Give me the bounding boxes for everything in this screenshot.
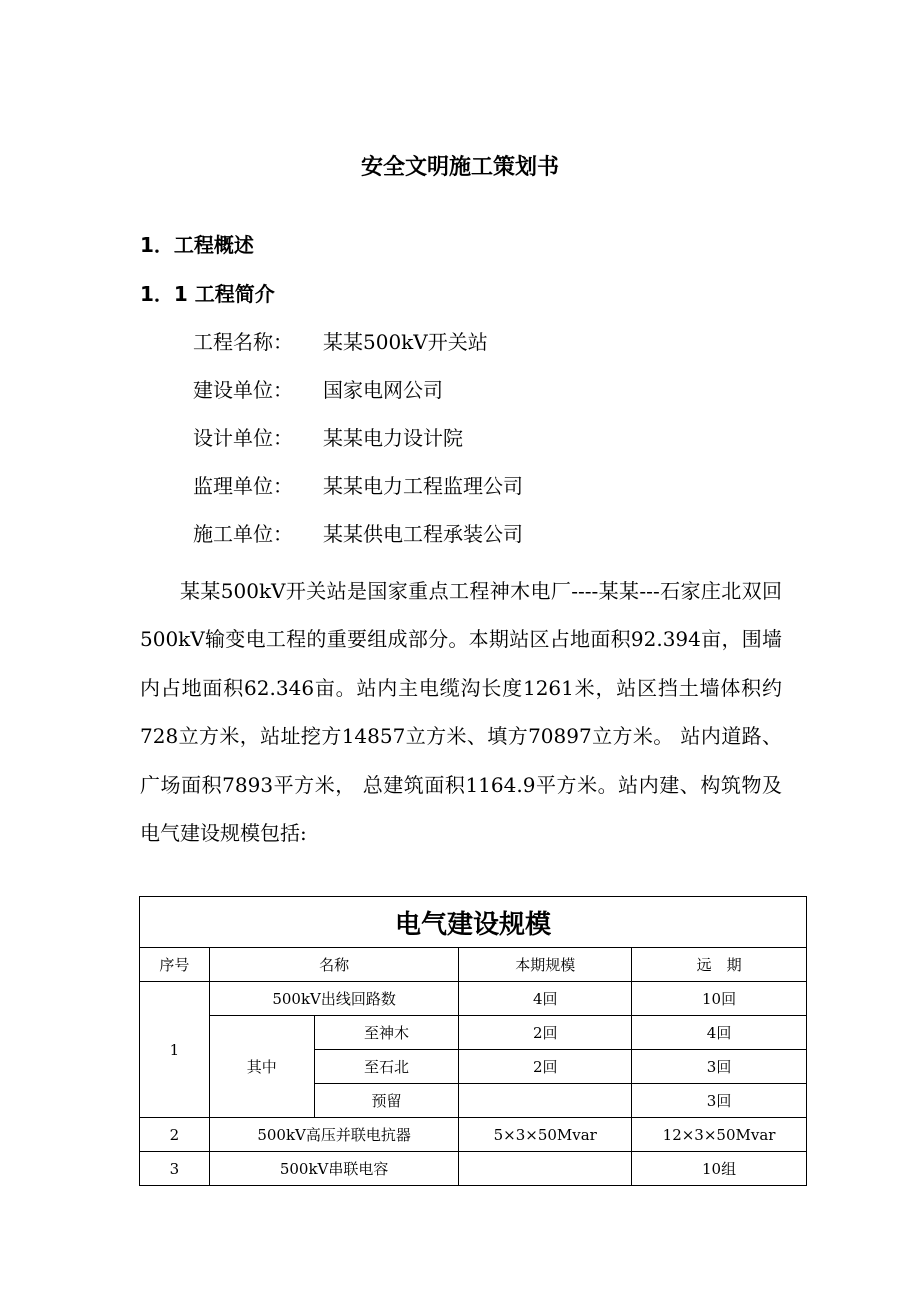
table-caption: 电气建设规模 bbox=[140, 897, 807, 948]
cell-future: 3回 bbox=[632, 1084, 807, 1118]
cell-name: 至石北 bbox=[314, 1050, 459, 1084]
info-value: 某某供电工程承装公司 bbox=[323, 522, 523, 546]
cell-name: 500kV串联电容 bbox=[209, 1152, 458, 1186]
electrical-scale-table bbox=[139, 896, 807, 1186]
cell-future: 10组 bbox=[632, 1152, 807, 1186]
cell-future: 12×3×50Mvar bbox=[632, 1118, 807, 1152]
cell-name: 500kV高压并联电抗器 bbox=[209, 1118, 458, 1152]
info-row-designer bbox=[193, 423, 463, 453]
cell-current: 4回 bbox=[459, 982, 632, 1016]
table-header-row bbox=[140, 948, 807, 982]
cell-current: 2回 bbox=[459, 1050, 632, 1084]
info-label: 施工单位： bbox=[193, 522, 293, 546]
cell-name: 预留 bbox=[314, 1084, 459, 1118]
cell-current bbox=[459, 1152, 632, 1186]
info-label: 工程名称： bbox=[193, 330, 293, 354]
cell-name: 500kV出线回路数 bbox=[209, 982, 458, 1016]
table-row bbox=[140, 1118, 807, 1152]
info-value: 某某500kV开关站 bbox=[323, 330, 488, 354]
cell-group: 其中 bbox=[209, 1016, 314, 1118]
document-title: 安全文明施工策划书 bbox=[360, 155, 559, 180]
cell-current bbox=[459, 1084, 632, 1118]
info-value: 某某电力工程监理公司 bbox=[323, 474, 523, 498]
table-row bbox=[140, 982, 807, 1016]
table-row bbox=[140, 1152, 807, 1186]
cell-current: 2回 bbox=[459, 1016, 632, 1050]
section-heading-overview: 1．工程概述 bbox=[140, 233, 254, 257]
header-current: 本期规模 bbox=[459, 948, 632, 982]
info-label: 监理单位： bbox=[193, 474, 293, 498]
info-label: 建设单位： bbox=[193, 378, 293, 402]
info-row-contractor bbox=[193, 519, 523, 549]
cell-current: 5×3×50Mvar bbox=[459, 1118, 632, 1152]
header-no: 序号 bbox=[140, 948, 210, 982]
cell-future: 10回 bbox=[632, 982, 807, 1016]
table-caption-row bbox=[140, 897, 807, 948]
info-row-supervisor bbox=[193, 471, 523, 501]
info-value: 国家电网公司 bbox=[323, 378, 443, 402]
cell-future: 3回 bbox=[632, 1050, 807, 1084]
section-heading-intro: 1．1 工程简介 bbox=[140, 282, 275, 306]
info-value: 某某电力设计院 bbox=[323, 426, 463, 450]
project-description bbox=[140, 567, 782, 857]
info-label: 设计单位： bbox=[193, 426, 293, 450]
info-row-owner bbox=[193, 375, 443, 405]
header-name: 名称 bbox=[209, 948, 458, 982]
cell-future: 4回 bbox=[632, 1016, 807, 1050]
cell-no: 1 bbox=[140, 982, 210, 1118]
cell-no: 3 bbox=[140, 1152, 210, 1186]
info-row-project-name bbox=[193, 327, 488, 357]
table-row bbox=[140, 1016, 807, 1050]
cell-name: 至神木 bbox=[314, 1016, 459, 1050]
cell-no: 2 bbox=[140, 1118, 210, 1152]
header-future: 远 期 bbox=[632, 948, 807, 982]
project-description-text: 某某500kV开关站是国家重点工程神木电厂----某某---石家庄北双回500kV输变电工程的重要组成部分。本期站区占地面积92.394亩，围墙内占地面积62.346亩。站内主电缆沟长度1261米，站区挡土墙体积约728立方米，站址挖方14857立方米、填方70897立方米。 站内道路、广场面积7893平方米， 总建筑面积1164.9平方米。站内建、构筑物及电气建设规模包括: bbox=[140, 579, 782, 846]
